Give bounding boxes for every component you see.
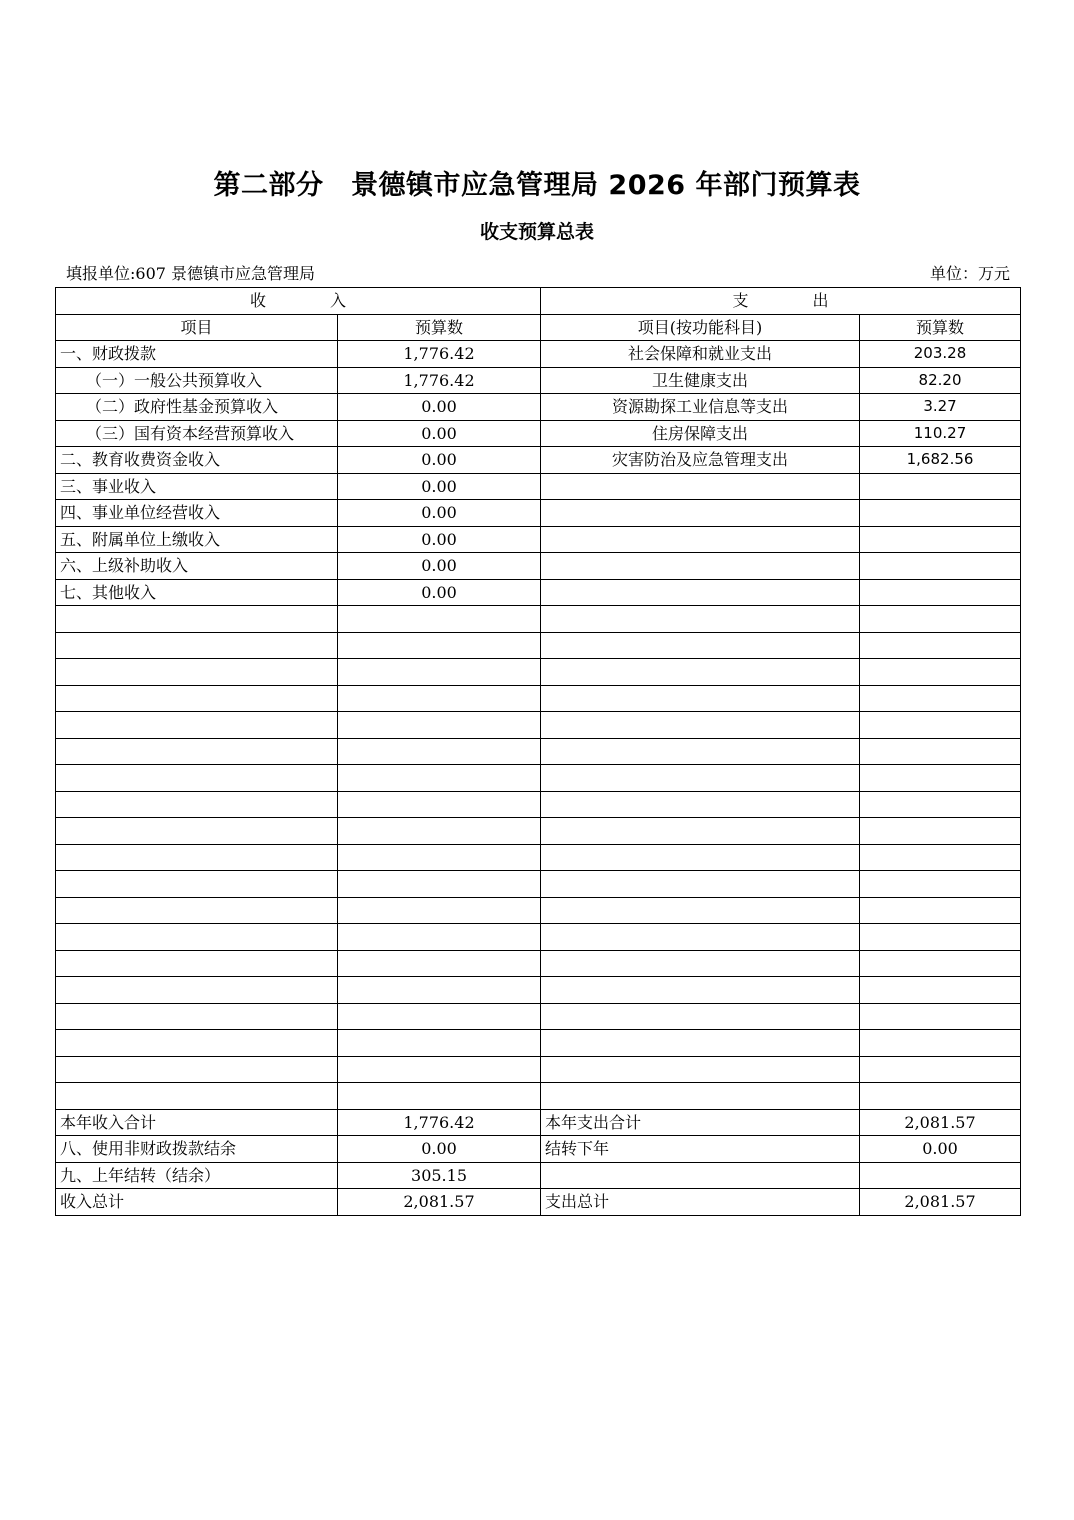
income-value: 0.00 — [338, 500, 541, 527]
empty-cell — [541, 579, 860, 606]
empty-cell — [860, 473, 1021, 500]
empty-row — [56, 897, 1021, 924]
nonfiscal-balance-label: 八、使用非财政拨款结余 — [56, 1136, 338, 1163]
expense-section-header: 支 出 — [541, 288, 1021, 315]
income-year-total-label: 本年收入合计 — [56, 1109, 338, 1136]
column-header-budget-expense: 预算数 — [860, 314, 1021, 341]
table-row — [56, 1189, 1021, 1216]
income-label: （二）政府性基金预算收入 — [56, 394, 338, 421]
table-row — [56, 1136, 1021, 1163]
expense-label: 资源勘探工业信息等支出 — [541, 394, 860, 421]
empty-row — [56, 1030, 1021, 1057]
expense-year-total-label: 本年支出合计 — [541, 1109, 860, 1136]
empty-cell — [541, 1162, 860, 1189]
table-row — [56, 553, 1021, 580]
table-row — [56, 341, 1021, 368]
income-value: 1,776.42 — [338, 341, 541, 368]
table-row — [56, 473, 1021, 500]
expense-value: 203.28 — [860, 341, 1021, 368]
empty-row — [56, 659, 1021, 686]
empty-row — [56, 844, 1021, 871]
empty-cell — [541, 500, 860, 527]
empty-cell — [541, 473, 860, 500]
carry-next-year-label: 结转下年 — [541, 1136, 860, 1163]
empty-cell — [541, 526, 860, 553]
table-row — [56, 394, 1021, 421]
income-label: 二、教育收费资金收入 — [56, 447, 338, 474]
expense-value: 3.27 — [860, 394, 1021, 421]
income-value: 0.00 — [338, 579, 541, 606]
income-value: 0.00 — [338, 394, 541, 421]
table-row — [56, 1162, 1021, 1189]
empty-row — [56, 765, 1021, 792]
empty-cell — [860, 1162, 1021, 1189]
empty-cell — [860, 526, 1021, 553]
expense-value: 82.20 — [860, 367, 1021, 394]
income-label: （三）国有资本经营预算收入 — [56, 420, 338, 447]
empty-row — [56, 977, 1021, 1004]
income-label: 六、上级补助收入 — [56, 553, 338, 580]
prev-year-carry-label: 九、上年结转（结余） — [56, 1162, 338, 1189]
expense-label: 社会保障和就业支出 — [541, 341, 860, 368]
empty-cell — [860, 553, 1021, 580]
empty-cell — [541, 553, 860, 580]
income-grand-total-label: 收入总计 — [56, 1189, 338, 1216]
income-label: （一）一般公共预算收入 — [56, 367, 338, 394]
empty-row — [56, 1056, 1021, 1083]
empty-row — [56, 791, 1021, 818]
column-header-budget: 预算数 — [338, 314, 541, 341]
income-section-header: 收 入 — [56, 288, 541, 315]
income-label: 三、事业收入 — [56, 473, 338, 500]
currency-unit: 单位：万元 — [929, 264, 1010, 283]
column-header-item: 项目 — [56, 314, 338, 341]
expense-grand-total-label: 支出总计 — [541, 1189, 860, 1216]
empty-row — [56, 606, 1021, 633]
empty-cell — [860, 579, 1021, 606]
expense-value: 110.27 — [860, 420, 1021, 447]
empty-row — [56, 632, 1021, 659]
budget-summary-table — [55, 287, 1021, 1216]
expense-grand-total-value: 2,081.57 — [860, 1189, 1021, 1216]
table-row — [56, 526, 1021, 553]
table-row — [56, 367, 1021, 394]
income-label: 四、事业单位经营收入 — [56, 500, 338, 527]
empty-row — [56, 1003, 1021, 1030]
unit-line — [66, 261, 1010, 284]
expense-value: 1,682.56 — [860, 447, 1021, 474]
income-year-total-value: 1,776.42 — [338, 1109, 541, 1136]
table-row — [56, 1109, 1021, 1136]
income-value: 0.00 — [338, 447, 541, 474]
empty-row — [56, 871, 1021, 898]
table-row — [56, 447, 1021, 474]
expense-label: 卫生健康支出 — [541, 367, 860, 394]
income-grand-total-value: 2,081.57 — [338, 1189, 541, 1216]
empty-row — [56, 818, 1021, 845]
page-title: 第二部分 景德镇市应急管理局 2026 年部门预算表 — [213, 170, 861, 201]
income-label: 七、其他收入 — [56, 579, 338, 606]
income-value: 0.00 — [338, 473, 541, 500]
income-value: 1,776.42 — [338, 367, 541, 394]
column-header-item-function: 项目(按功能科目) — [541, 314, 860, 341]
expense-year-total-value: 2,081.57 — [860, 1109, 1021, 1136]
income-value: 0.00 — [338, 420, 541, 447]
table-row — [56, 420, 1021, 447]
table-row — [56, 500, 1021, 527]
table-row — [56, 579, 1021, 606]
carry-next-year-value: 0.00 — [860, 1136, 1021, 1163]
prev-year-carry-value: 305.15 — [338, 1162, 541, 1189]
nonfiscal-balance-value: 0.00 — [338, 1136, 541, 1163]
empty-row — [56, 712, 1021, 739]
expense-label: 灾害防治及应急管理支出 — [541, 447, 860, 474]
income-value: 0.00 — [338, 553, 541, 580]
empty-row — [56, 685, 1021, 712]
expense-label: 住房保障支出 — [541, 420, 860, 447]
empty-row — [56, 738, 1021, 765]
empty-row — [56, 950, 1021, 977]
table-subtitle: 收支预算总表 — [479, 221, 594, 243]
income-value: 0.00 — [338, 526, 541, 553]
empty-cell — [860, 500, 1021, 527]
reporting-unit: 填报单位:607 景德镇市应急管理局 — [66, 264, 316, 283]
empty-row — [56, 924, 1021, 951]
income-label: 五、附属单位上缴收入 — [56, 526, 338, 553]
income-label: 一、财政拨款 — [56, 341, 338, 368]
empty-row — [56, 1083, 1021, 1110]
